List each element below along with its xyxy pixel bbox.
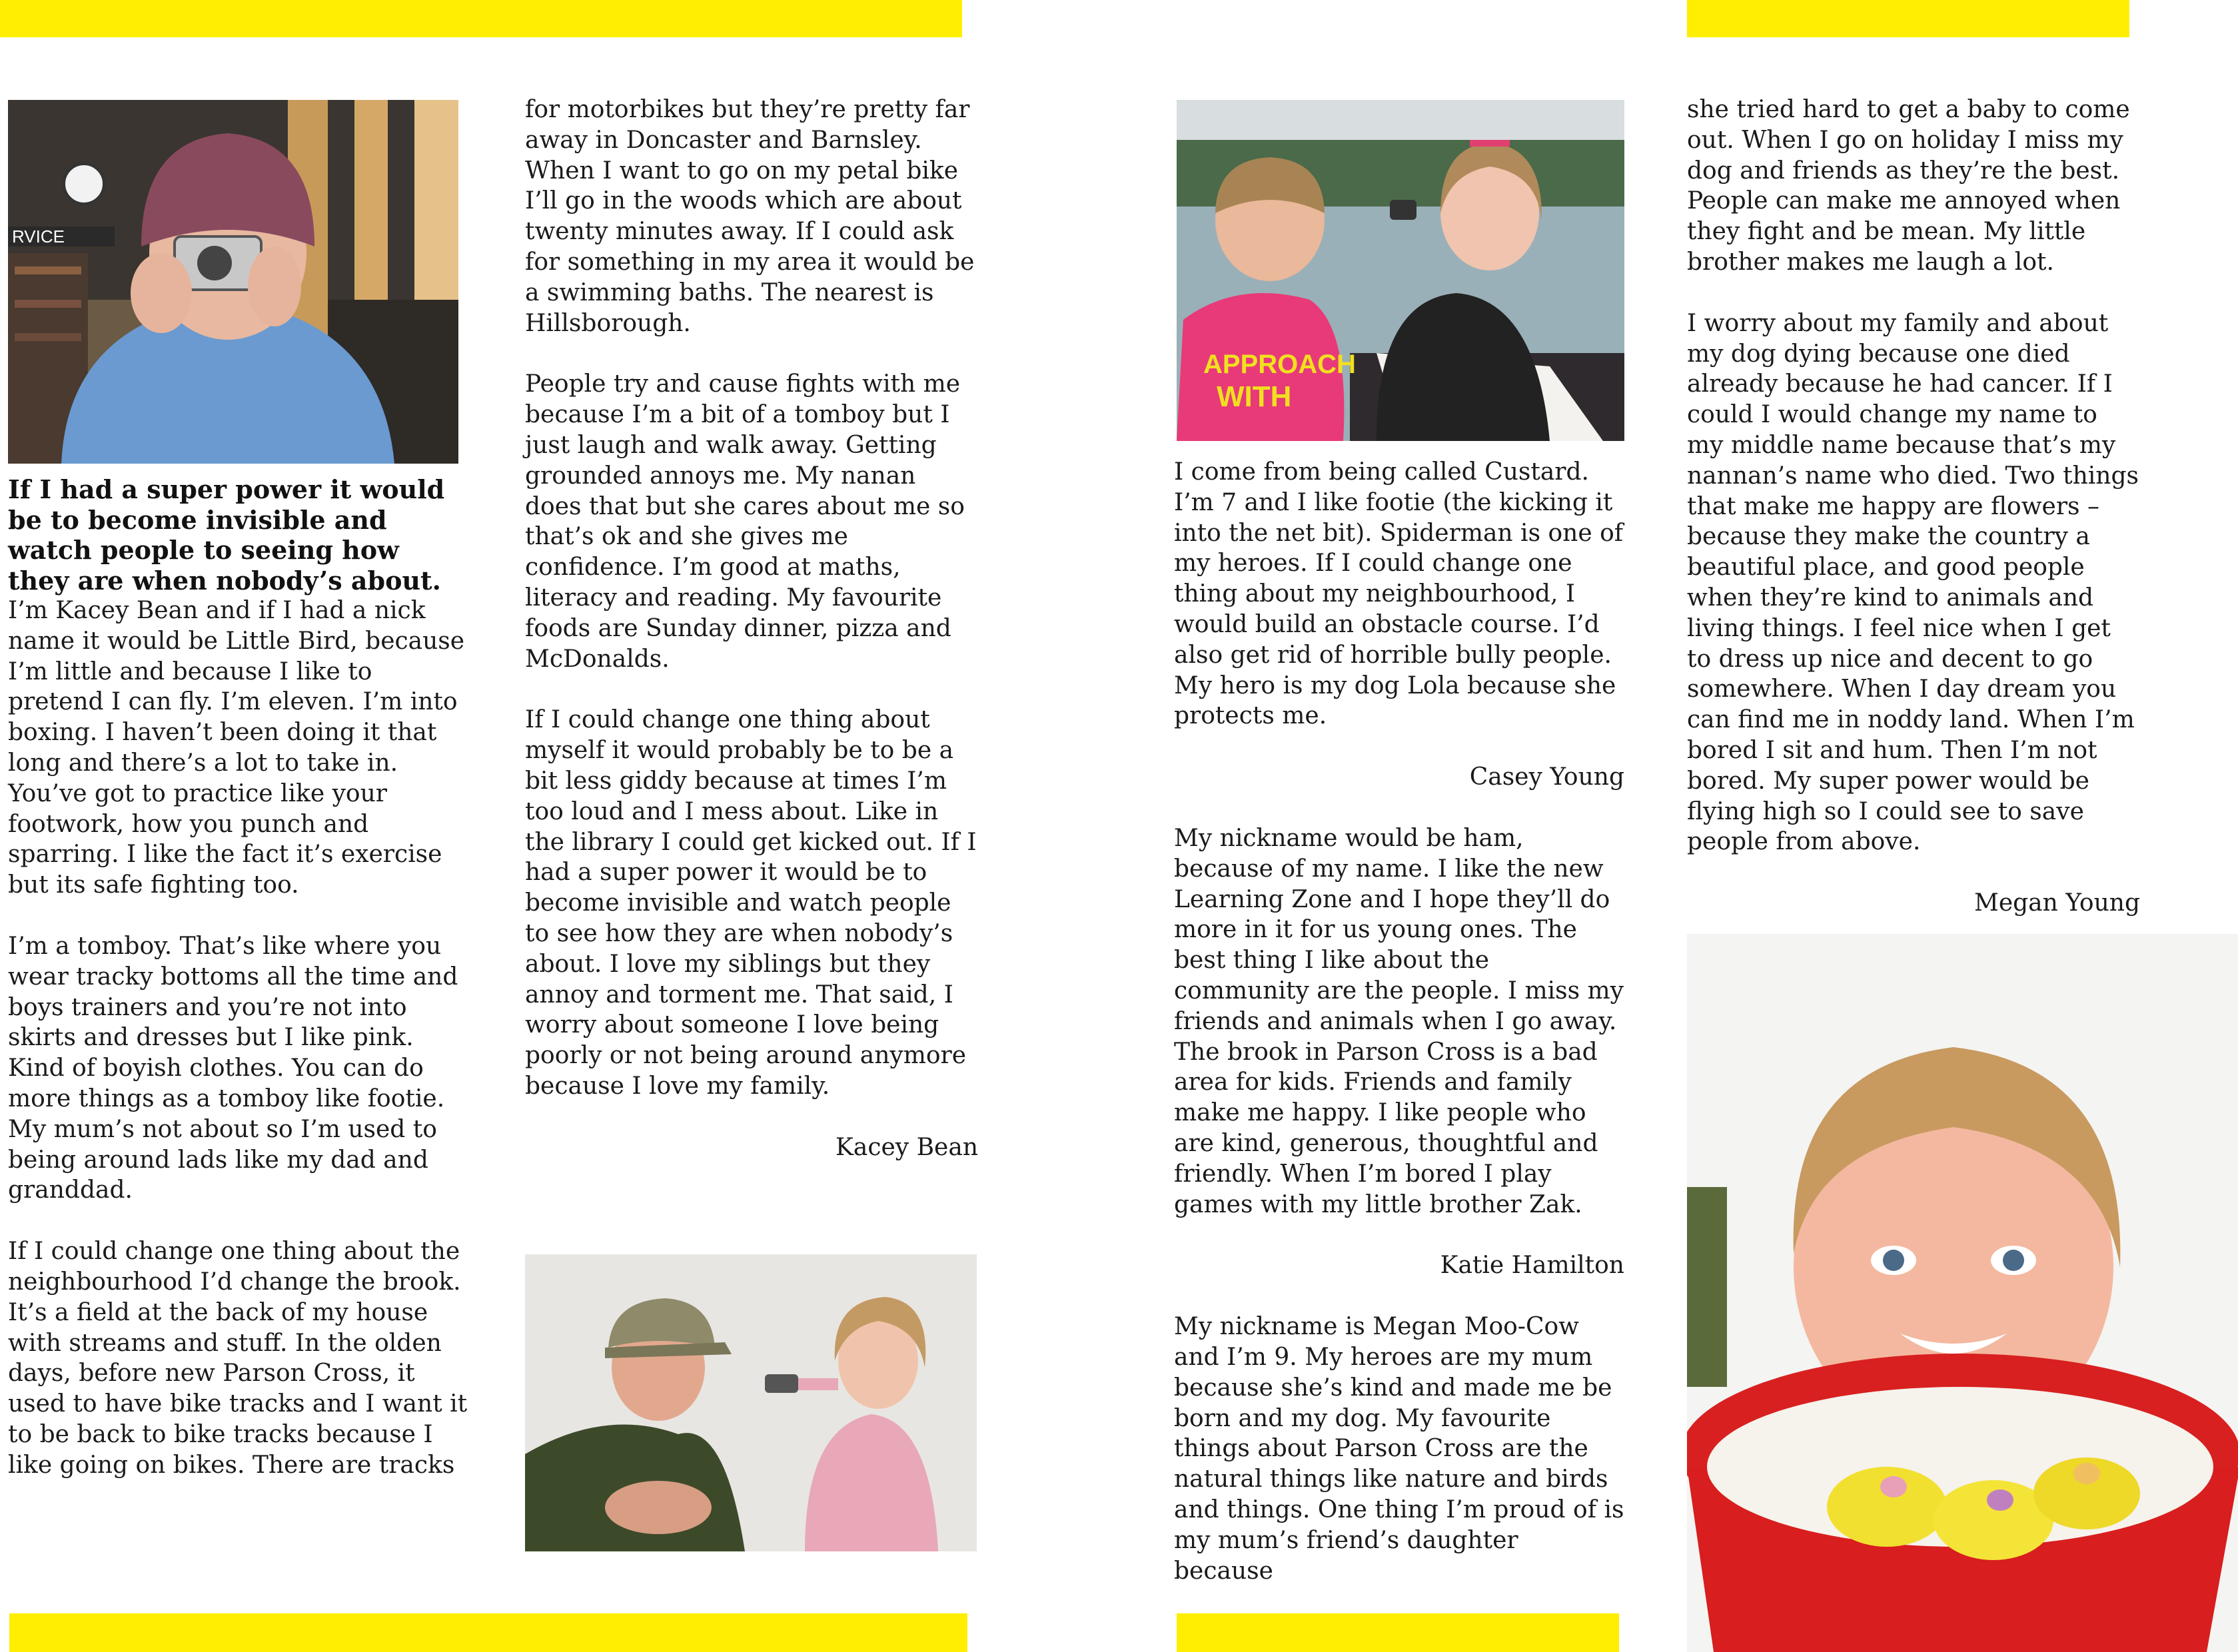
photo-girl-with-cupcakes xyxy=(1687,934,2238,1652)
photo-man-and-girl-interview xyxy=(525,1254,977,1551)
photo-two-children-talking xyxy=(1177,100,1624,441)
article-column-3 xyxy=(1174,457,1624,1586)
col3-paragraph-2: My nickname would be ham, because of my name. I like the new Learning Zone and I hope they’ll do more in it for us young ones. The best thing I like about the community are the people. I miss my friends and animals when I go away. The brook in Parson Cross is a bad area for kids. Friends and family make me happy. I like people who are kind, generous, thoughtful and friendly. When I’m bored I play games with my little brother Zak. xyxy=(1174,824,1624,1218)
col1-paragraph-2: I’m a tomboy. That’s like where you wear tracky bottoms all the time and boys trainers and you’re not into skirts and dresses but I like pink. Kind of boyish clothes. You can do more things as a tomboy like footie. My mum’s not about so I’m used to being around lads like my dad and granddad. xyxy=(8,932,458,1204)
col2-paragraph-1: for motorbikes but they’re pretty far away in Doncaster and Barnsley. When I want to go on my petal bike I’ll go in the woods which are about twenty minutes away. If I could ask for something in my area it would be a swimming baths. The nearest is Hillsborough. xyxy=(525,96,975,337)
article-column-1 xyxy=(8,474,468,1481)
article-column-4 xyxy=(1687,95,2140,919)
svg-text:WITH: WITH xyxy=(1217,380,1292,413)
photo-girl-with-camera xyxy=(8,100,458,464)
svg-text:APPROACH: APPROACH xyxy=(1203,350,1356,379)
bottom-bar-right xyxy=(1177,1613,1619,1652)
pull-quote-heading: If I had a super power it would be to become invisible and watch people to seeing how they are when nobody’s about. xyxy=(8,474,445,596)
author-signature: Casey Young xyxy=(1469,763,1624,791)
author-signature: Megan Young xyxy=(1973,889,2140,917)
col2-paragraph-3: If I could change one thing about myself it would probably be to be a bit less giddy because at times I’m too loud and I mess about. Like in the library I could get kicked out. If I had a super power it would be to become invisible and watch people to see how they are when nobody’s about. I love my siblings but they annoy and torment me. That said, I worry about someone I love being poorly or not being around anymore because I love my family. xyxy=(525,706,977,1100)
author-signature: Katie Hamilton xyxy=(1440,1252,1624,1280)
top-bar-right xyxy=(1687,0,2129,37)
col3-paragraph-1: I come from being called Custard. I’m 7 and I like footie (the kicking it into the net bit). Spiderman is one of my heroes. If I could change one thing about my neighbourhood, I would build an obstacle course. I’d also get rid of horrible bully people. My hero is my dog Lola because she protects me. xyxy=(1174,458,1624,730)
svg-text:RVICE: RVICE xyxy=(12,226,65,246)
col3-paragraph-3: My nickname is Megan Moo-Cow and I’m 9. My heroes are my mum because she’s kind and made me be born and my dog. My favourite things about Parson Cross are the natural things like nature and birds and things. One thing I’m proud of is my mum’s friend’s daughter because xyxy=(1174,1313,1624,1585)
top-bar-left xyxy=(0,0,962,37)
col2-paragraph-2: People try and cause fights with me because I’m a bit of a tomboy but I just laugh and walk away. Getting grounded annoys me. My nanan does that but she cares about me so that’s ok and she gives me confidence. I’m good at maths, literacy and reading. My favourite foods are Sunday dinner, pizza and McDonalds. xyxy=(525,370,965,673)
bottom-bar-left xyxy=(9,1613,967,1652)
col1-paragraph-3: If I could change one thing about the neighbourhood I’d change the brook. It’s a field at the back of my house with streams and stuff. In the olden days, before new Parson Cross, it used to have bike tracks and I want it to be back to bike tracks because I like going on bikes. There are tracks xyxy=(8,1238,468,1479)
article-column-2 xyxy=(525,95,978,1163)
col4-paragraph-2: I worry about my family and about my dog dying because one died already because he had cancer. If I could I would change my name to my middle name because that’s my nannan’s name who died. Two things that make me happy are flowers – because they make the country a beautiful place, and good people when they’re kind to animals and living things. I feel nice when I get to dress up nice and decent to go somewhere. When I day dream you can find me in noddy land. When I’m bored I sit and hum. Then I’m not bored. My super power would be flying high so I could see to save people from above. xyxy=(1687,309,2139,856)
col1-paragraph-1: I’m Kacey Bean and if I had a nick name it would be Little Bird, because I’m little and because I like to pretend I can fly. I’m eleven. I’m into boxing. I haven’t been doing it that long and there’s a lot to take in. You’ve got to practice like your footwork, how you punch and sparring. I like the fact it’s exercise but its safe fighting too. xyxy=(8,597,465,899)
author-signature: Kacey Bean xyxy=(835,1133,978,1161)
col4-paragraph-1: she tried hard to get a baby to come out. When I go on holiday I miss my dog and friends as they’re the best. People can make me annoyed when they fight and be mean. My little brother makes me laugh a lot. xyxy=(1687,96,2130,276)
